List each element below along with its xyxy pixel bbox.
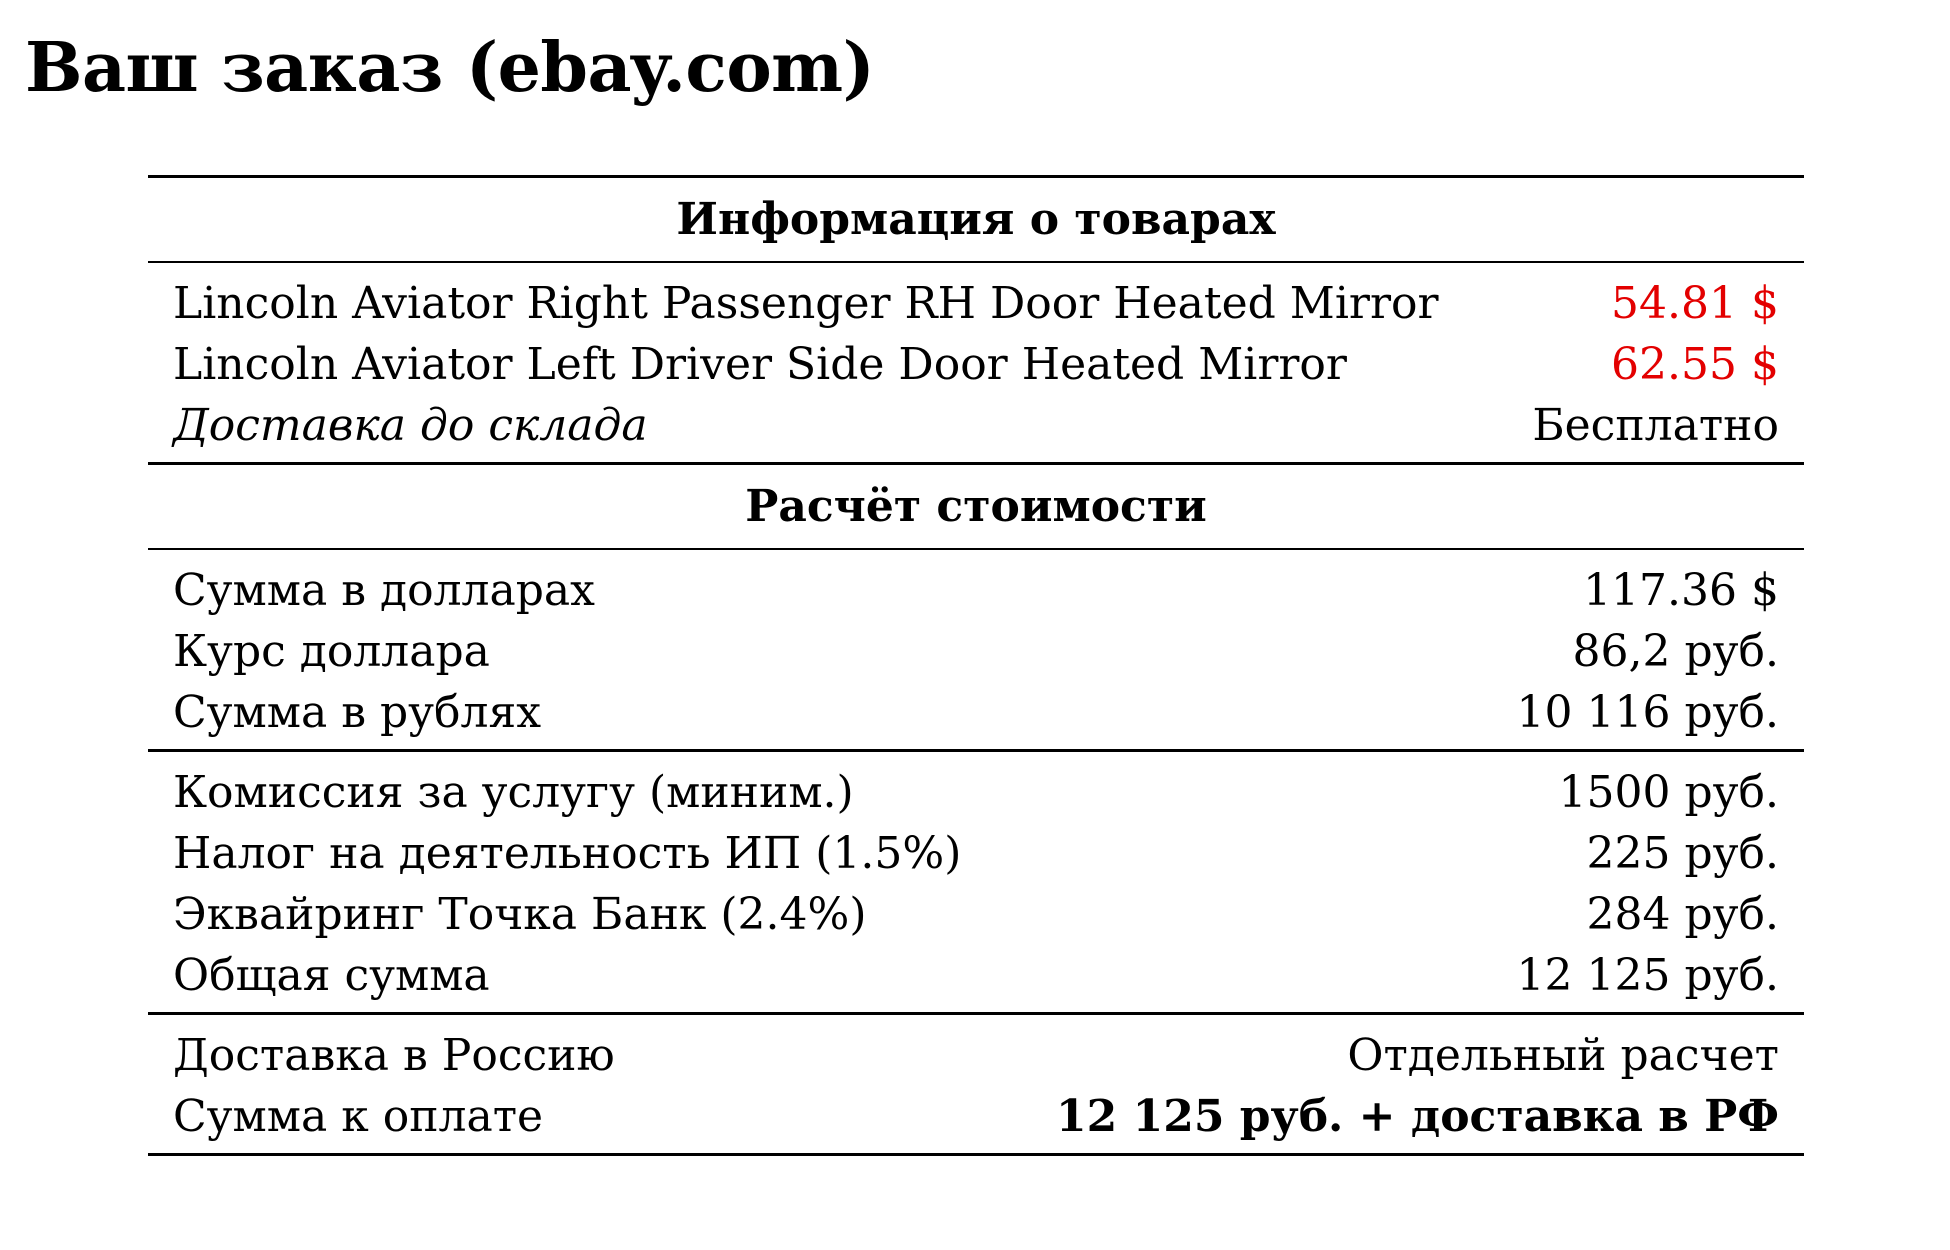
warehouse-delivery-row <box>148 395 1804 456</box>
usd-sum-label: Сумма в долларах <box>173 565 595 616</box>
acquiring-label: Эквайринг Точка Банк (2.4%) <box>173 889 867 940</box>
exchange-rate-row <box>148 621 1804 682</box>
total-value: 12 125 руб. <box>1516 950 1779 1001</box>
acquiring-value: 284 руб. <box>1586 889 1779 940</box>
rub-sum-label: Сумма в рублях <box>173 687 542 738</box>
conversion-rows <box>148 550 1804 749</box>
warehouse-delivery-value: Бесплатно <box>1532 400 1779 451</box>
russia-delivery-value: Отдельный расчет <box>1347 1030 1779 1081</box>
goods-rows <box>148 263 1804 462</box>
exchange-rate-value: 86,2 руб. <box>1572 626 1779 677</box>
item-name: Lincoln Aviator Right Passenger RH Door Heated Mirror <box>173 278 1439 329</box>
service-fee-value: 1500 руб. <box>1558 767 1779 818</box>
calc-section-header: Расчёт стоимости <box>745 481 1207 532</box>
item-price: 54.81 $ <box>1611 278 1779 329</box>
usd-sum-value: 117.36 $ <box>1583 565 1779 616</box>
tax-value: 225 руб. <box>1586 828 1779 879</box>
russia-delivery-row <box>148 1025 1804 1086</box>
amount-due-label: Сумма к оплате <box>173 1091 544 1142</box>
goods-item-row <box>148 334 1804 395</box>
page-title: Ваш заказ (ebay.com) <box>25 28 875 108</box>
final-rows <box>148 1015 1804 1153</box>
acquiring-row <box>148 884 1804 945</box>
tax-row <box>148 823 1804 884</box>
goods-section-header: Информация о товарах <box>676 194 1276 245</box>
service-fee-label: Комиссия за услугу (миним.) <box>173 767 854 818</box>
tax-label: Налог на деятельность ИП (1.5%) <box>173 828 962 879</box>
total-row <box>148 945 1804 1006</box>
amount-due-row <box>148 1086 1804 1147</box>
table-bottom-rule <box>148 1153 1804 1156</box>
usd-sum-row <box>148 560 1804 621</box>
item-name: Lincoln Aviator Left Driver Side Door Heated Mirror <box>173 339 1347 390</box>
exchange-rate-label: Курс доллара <box>173 626 490 677</box>
rub-sum-value: 10 116 руб. <box>1516 687 1779 738</box>
amount-due-value: 12 125 руб. + доставка в РФ <box>1056 1091 1779 1142</box>
russia-delivery-label: Доставка в Россию <box>173 1030 615 1081</box>
rub-sum-row <box>148 682 1804 743</box>
total-label: Общая сумма <box>173 950 490 1001</box>
order-table <box>148 175 1804 1156</box>
item-price: 62.55 $ <box>1611 339 1779 390</box>
goods-item-row <box>148 273 1804 334</box>
warehouse-delivery-label: Доставка до склада <box>173 400 648 451</box>
service-fee-row <box>148 762 1804 823</box>
fees-rows <box>148 752 1804 1012</box>
